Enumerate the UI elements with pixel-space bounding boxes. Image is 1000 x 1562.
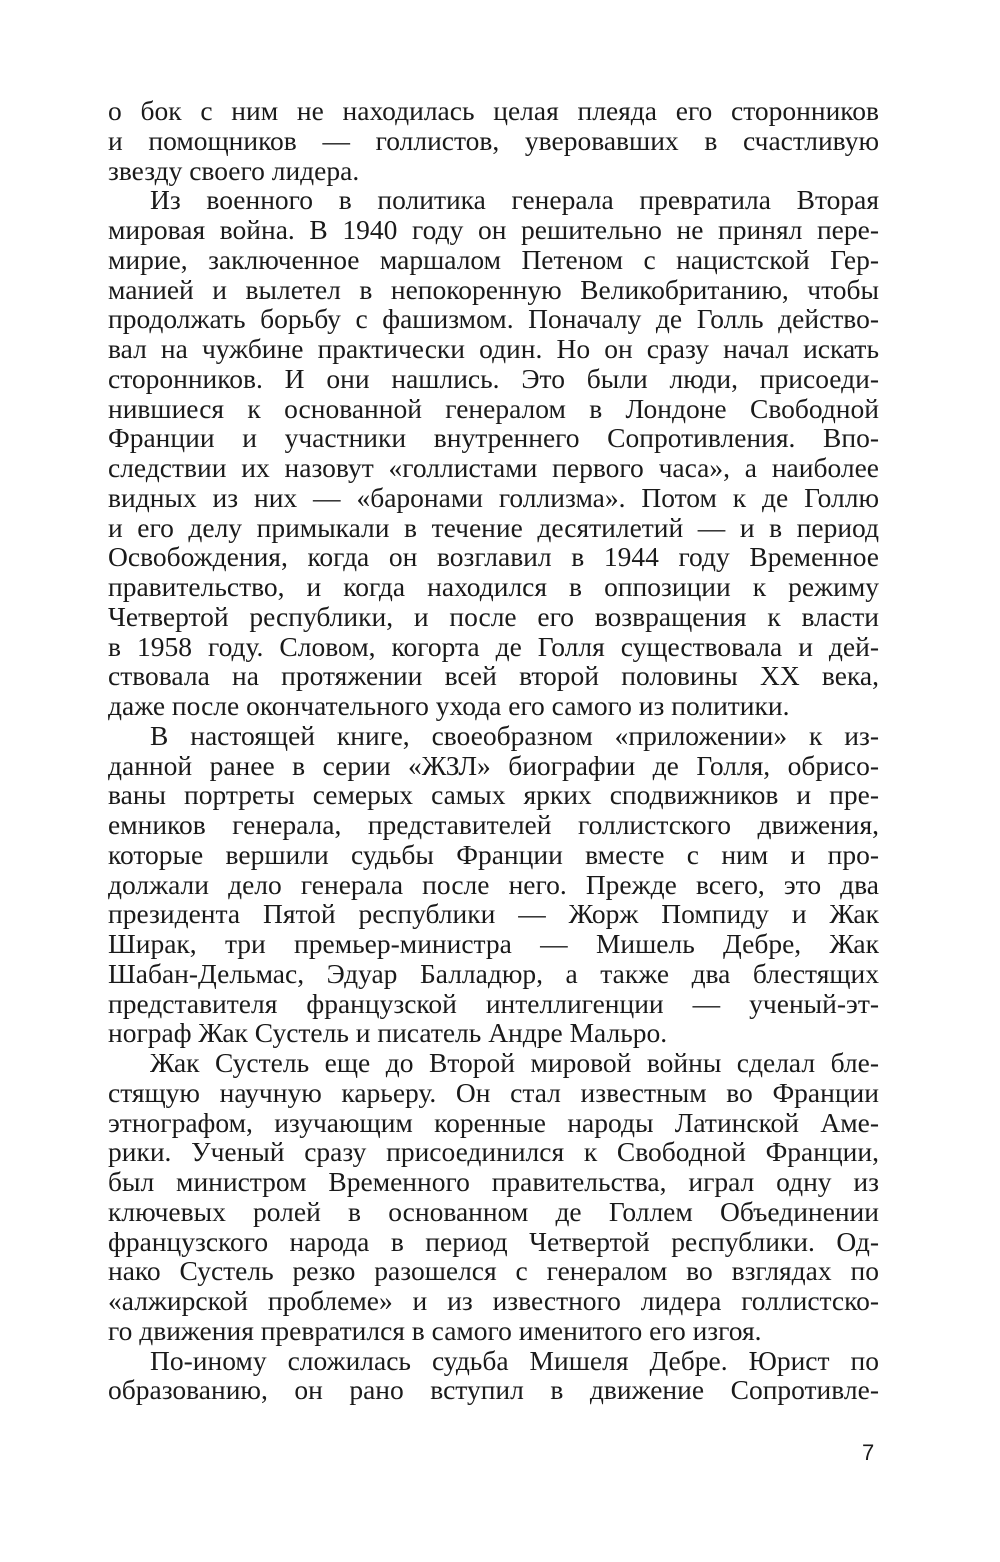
text-line: представителя французской интеллигенции — ученый-эт-	[108, 987, 879, 1019]
body-text	[108, 96, 879, 1405]
text-line: и его делу примыкали в течение десятилетий — и в период	[108, 511, 879, 543]
text-line: По-иному сложилась судьба Мишеля Дебре. Юрист по	[150, 1344, 879, 1376]
text-line: мирие, заключенное маршалом Петеном с нацистской Гер-	[108, 243, 879, 275]
text-line: данной ранее в серии «ЖЗЛ» биографии де Голля, обрисо-	[108, 749, 879, 781]
text-line: Освобождения, когда он возглавил в 1944 году Временное	[108, 541, 879, 573]
text-line: образованию, он рано вступил в движение Сопротивле-	[108, 1374, 879, 1406]
text-line: Из военного в политика генерала превратила Вторая	[150, 184, 879, 216]
text-line: в 1958 году. Словом, когорта де Голля существовала и дей-	[108, 630, 879, 662]
text-line: продолжать борьбу с фашизмом. Поначалу де Голль действо-	[108, 303, 879, 335]
text-line: даже после окончательного ухода его самого из политики.	[108, 690, 790, 721]
text-line: мировая война. В 1940 году он решительно не принял пере-	[108, 214, 879, 245]
text-line: французского народа в период Четвертой республики. Од-	[108, 1225, 879, 1257]
text-line: ваны портреты семерых самых ярких сподвижников и пре-	[108, 779, 879, 811]
text-line: правительство, и когда находился в оппозиции к режиму	[108, 571, 879, 602]
text-line: рики. Ученый сразу присоединился к Свободной Франции,	[108, 1136, 879, 1168]
text-line: ключевых ролей в основанном де Голлем Объединении	[108, 1195, 879, 1227]
text-line: видных из них — «баронами голлизма». Потом к де Голлю	[108, 481, 879, 513]
text-line: нако Сустель резко разошелся с генералом во взглядах по	[108, 1255, 879, 1287]
text-line: Четвертой республики, и после его возвращения к власти	[108, 600, 879, 632]
text-line: которые вершили судьбы Франции вместе с ним и про-	[108, 838, 879, 870]
text-line: нившиеся к основанной генералом в Лондоне Свободной	[108, 392, 879, 424]
page-number: 7	[862, 1440, 875, 1465]
text-line: был министром Временного правительства, играл одну из	[108, 1166, 879, 1197]
text-line: В настоящей книге, своеобразном «приложении» к из-	[150, 719, 879, 751]
text-line: го движения превратился в самого именитого его изгоя.	[108, 1314, 762, 1346]
text-line: и помощников — голлистов, уверовавших в счастливую	[108, 124, 879, 156]
text-line: следствии их назовут «голлистами первого часа», а наиболее	[108, 452, 879, 483]
text-line: Жак Сустель еще до Второй мировой войны сделал бле-	[150, 1047, 879, 1078]
text-line: «алжирской проблеме» и из известного лидера голлистско-	[108, 1285, 879, 1316]
text-line: этнографом, изучающим коренные народы Латинской Аме-	[108, 1106, 879, 1138]
text-line: Франции и участники внутреннего Сопротивления. Впо-	[108, 422, 879, 454]
text-line: президента Пятой республики — Жорж Помпиду и Жак	[108, 898, 879, 930]
text-line: сторонников. И они нашлись. Это были люди, присоеди-	[108, 362, 879, 394]
text-line: нограф Жак Сустель и писатель Андре Мальро.	[108, 1017, 668, 1049]
text-line: Ширак, три премьер-министра — Мишель Дебре, Жак	[108, 928, 879, 959]
text-line: Шабан-Дельмас, Эдуар Балладюр, а также два блестящих	[108, 957, 879, 989]
text-line: емников генерала, представителей голлистского движения,	[108, 809, 879, 840]
text-line: манией и вылетел в непокоренную Великобританию, чтобы	[108, 273, 879, 305]
text-line: должали дело генерала после него. Прежде всего, это два	[108, 868, 879, 900]
text-line: звезду своего лидера.	[108, 154, 360, 186]
text-line: ствовала на протяжении всей второй половины XX века,	[108, 660, 879, 692]
text-line: о бок с ним не находилась целая плеяда его сторонников	[108, 95, 879, 126]
text-line: стящую научную карьеру. Он стал известным во Франции	[108, 1076, 879, 1108]
text-line: вал на чужбине практически один. Но он сразу начал искать	[108, 333, 879, 364]
